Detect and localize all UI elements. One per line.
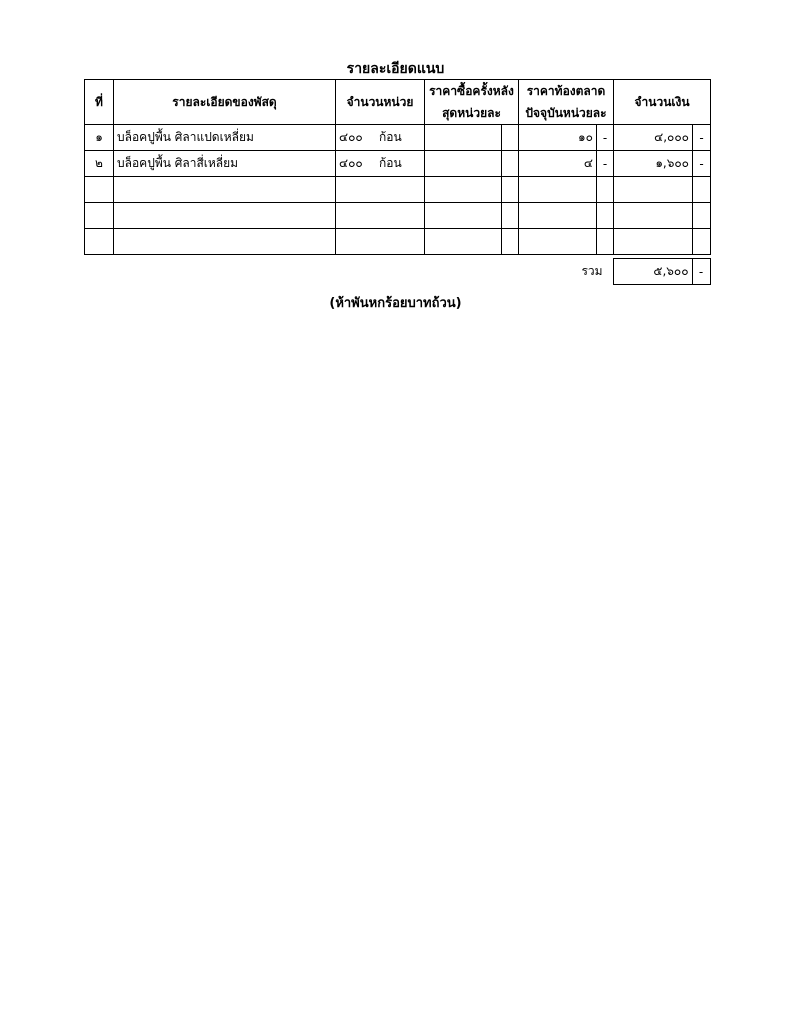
row-quantity bbox=[336, 151, 425, 177]
row-amount-satang: - bbox=[693, 151, 711, 177]
header-no: ที่ bbox=[85, 80, 114, 125]
row-amount bbox=[614, 229, 693, 255]
row-market-price-satang: - bbox=[597, 151, 614, 177]
table-row bbox=[85, 151, 711, 177]
row-amount-satang bbox=[693, 229, 711, 255]
row-amount-satang bbox=[693, 177, 711, 203]
row-quantity-number: ๔๐๐ bbox=[339, 156, 363, 170]
row-market-price bbox=[519, 229, 597, 255]
row-last-price bbox=[425, 203, 502, 229]
row-market-price-satang: - bbox=[597, 125, 614, 151]
items-table bbox=[84, 79, 711, 255]
row-description: บล็อคปูพื้น ศิลาแปดเหลี่ยม bbox=[114, 125, 336, 151]
row-quantity bbox=[336, 203, 425, 229]
table-row bbox=[85, 125, 711, 151]
row-market-price-satang bbox=[597, 229, 614, 255]
row-last-price bbox=[425, 125, 502, 151]
row-quantity bbox=[336, 229, 425, 255]
row-amount: ๑,๖๐๐ bbox=[614, 151, 693, 177]
row-market-price bbox=[519, 203, 597, 229]
row-description bbox=[114, 229, 336, 255]
row-description bbox=[114, 203, 336, 229]
row-amount bbox=[614, 203, 693, 229]
table-row bbox=[85, 203, 711, 229]
row-description bbox=[114, 177, 336, 203]
row-quantity-unit: ก้อน bbox=[379, 156, 402, 170]
row-last-price-satang bbox=[502, 151, 519, 177]
row-market-price: ๔ bbox=[519, 151, 597, 177]
total-row bbox=[84, 259, 710, 285]
header-quantity: จำนวนหน่วย bbox=[336, 80, 425, 125]
row-last-price-satang bbox=[502, 177, 519, 203]
row-amount-satang: - bbox=[693, 125, 711, 151]
row-quantity-number: ๔๐๐ bbox=[339, 130, 363, 144]
header-amount: จำนวนเงิน bbox=[614, 80, 711, 125]
row-market-price-satang bbox=[597, 203, 614, 229]
row-amount: ๔,๐๐๐ bbox=[614, 125, 693, 151]
row-market-price bbox=[519, 177, 597, 203]
table-row bbox=[85, 177, 711, 203]
header-market-price: ราคาท้องตลาดปัจจุบันหน่วยละ bbox=[519, 80, 614, 125]
row-last-price bbox=[425, 229, 502, 255]
table-row bbox=[85, 229, 711, 255]
row-quantity bbox=[336, 125, 425, 151]
row-last-price-satang bbox=[502, 125, 519, 151]
row-amount bbox=[614, 177, 693, 203]
row-last-price bbox=[425, 177, 502, 203]
total-amount: ๕,๖๐๐ bbox=[613, 259, 692, 285]
row-no bbox=[85, 229, 114, 255]
row-market-price-satang bbox=[597, 177, 614, 203]
row-no: ๒ bbox=[85, 151, 114, 177]
header-description: รายละเอียดของพัสดุ bbox=[114, 80, 336, 125]
document-title: รายละเอียดแนบ bbox=[346, 61, 445, 77]
total-label: รวม bbox=[581, 264, 603, 278]
row-last-price bbox=[425, 151, 502, 177]
row-no bbox=[85, 177, 114, 203]
row-description: บล็อคปูพื้น ศิลาสี่เหลี่ยม bbox=[114, 151, 336, 177]
total-satang: - bbox=[692, 259, 710, 285]
row-last-price-satang bbox=[502, 229, 519, 255]
row-quantity bbox=[336, 177, 425, 203]
row-no: ๑ bbox=[85, 125, 114, 151]
row-amount-satang bbox=[693, 203, 711, 229]
row-market-price: ๑๐ bbox=[519, 125, 597, 151]
total-table bbox=[84, 258, 711, 285]
header-last-price: ราคาซื้อครั้งหลังสุดหน่วยละ bbox=[425, 80, 519, 125]
amount-in-words: (ห้าพันหกร้อยบาทถ้วน) bbox=[329, 296, 462, 311]
row-last-price-satang bbox=[502, 203, 519, 229]
row-no bbox=[85, 203, 114, 229]
table-header-row bbox=[85, 80, 711, 125]
row-quantity-unit: ก้อน bbox=[379, 130, 402, 144]
